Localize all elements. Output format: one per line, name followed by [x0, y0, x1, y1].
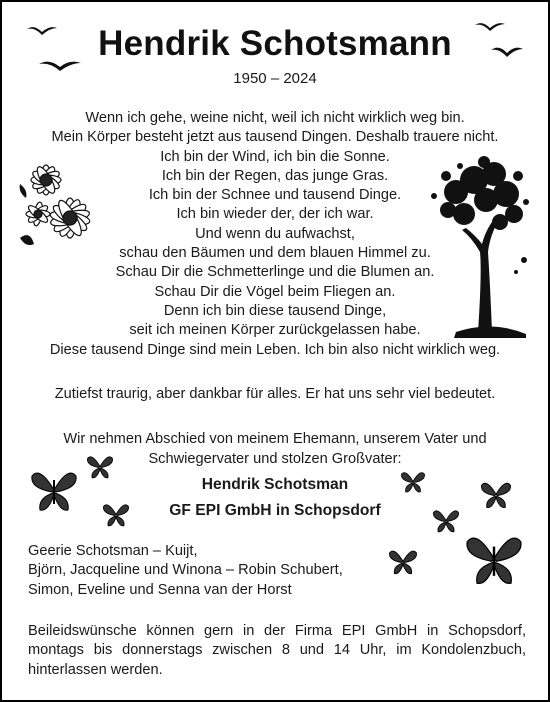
- poem-line: Ich bin der Schnee und tausend Dinge.: [148, 187, 402, 204]
- farewell-line: Schwiegervater und stolzen Großvater:: [148, 450, 402, 467]
- poem-line: Ich bin der Regen, das junge Gras.: [161, 167, 389, 184]
- deceased-company: GF EPI GmbH in Schopsdorf: [169, 502, 381, 519]
- life-dates: 1950 – 2024: [233, 70, 317, 87]
- poem-line: Ich bin wieder der, der ich war.: [176, 206, 374, 223]
- poem-line: Schau Dir die Vögel beim Fliegen an.: [154, 283, 396, 300]
- family-list: [28, 542, 343, 600]
- poem-line: Wenn ich gehe, weine nicht, weil ich nicht wirklich weg bin.: [85, 110, 465, 126]
- butterfly-icon: [102, 502, 130, 528]
- poem-line: Mein Körper besteht jetzt aus tausend Dingen. Deshalb trauere nicht.: [51, 129, 499, 146]
- butterfly-icon: [388, 548, 418, 576]
- butterfly-icon: [86, 454, 114, 480]
- butterfly-icon: [400, 470, 426, 494]
- deceased-name: Hendrik Schotsman: [201, 476, 349, 493]
- poem-line: Schau Dir die Schmetterlinge und die Blumen an.: [115, 264, 435, 281]
- deceased-block: [2, 472, 548, 524]
- page-title: Hendrik Schotsmann: [98, 24, 452, 63]
- butterfly-icon: [30, 468, 78, 514]
- poem-line: seit ich meinen Körper zurückgelassen habe.: [129, 322, 421, 339]
- butterfly-icon: [432, 508, 460, 534]
- poem-line: Diese tausend Dinge sind mein Leben. Ich bin also nicht wirklich weg.: [49, 341, 501, 358]
- family-line: Björn, Jacqueline und Winona – Robin Schubert,: [28, 562, 343, 579]
- butterfly-icon: [480, 480, 512, 510]
- poem-line: Denn ich bin diese tausend Dinge,: [163, 302, 387, 319]
- butterfly-icon: [464, 532, 524, 588]
- poem-line: Ich bin der Wind, ich bin die Sonne.: [160, 148, 390, 165]
- family-line: Simon, Eveline und Senna van der Horst: [28, 581, 292, 598]
- condolence-text: Beileidswünsche können gern in der Firma EPI GmbH in Schopsdorf, montags bis donnerstags zwischen 8 und 14 Uhr, im Kondolenzbuch, hinterlassen werden.: [28, 623, 526, 678]
- farewell-line: Wir nehmen Abschied von meinem Ehemann, unserem Vater und: [63, 431, 487, 447]
- poem-line: Und wenn du aufwachst,: [195, 225, 355, 242]
- thanks-text: Zutiefst traurig, aber dankbar für alles. Er hat uns sehr viel bedeutet.: [54, 386, 496, 402]
- poem: [2, 109, 548, 360]
- poem-line: schau den Bäumen und dem blauen Himmel zu.: [119, 245, 431, 262]
- farewell-text: [2, 430, 548, 469]
- family-line: Geerie Schotsman – Kuijt,: [28, 543, 198, 559]
